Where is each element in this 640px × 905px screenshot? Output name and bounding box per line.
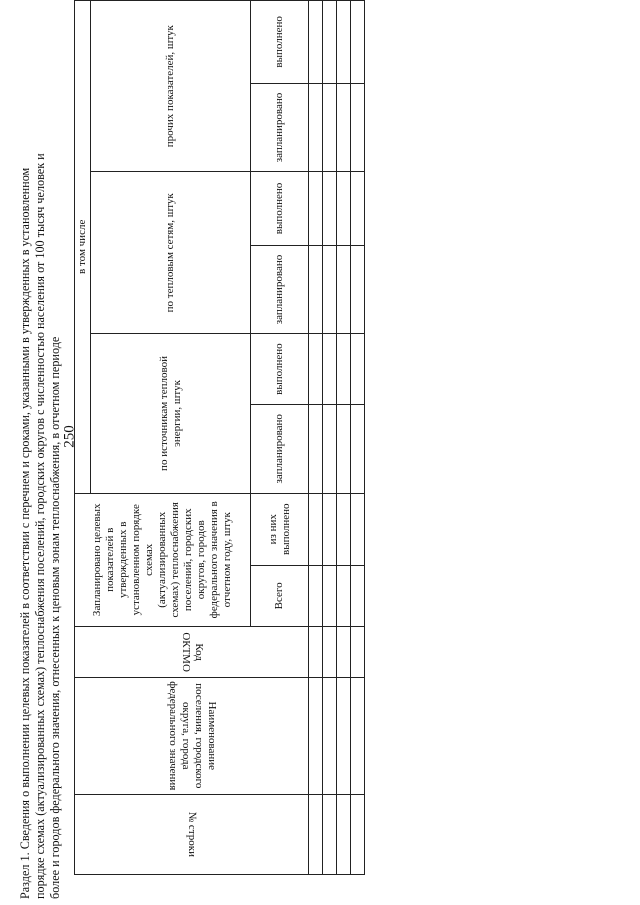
table-row [309, 1, 323, 875]
header-sources: по источникам тепловой энергии, штук [91, 334, 251, 493]
caption-line-1: Раздел 1. Сведения о выполнении целевых показателей в соответствии с перечнем и сроками, указанными в утвержденных в установленном [18, 167, 32, 899]
header-oktmo: Код ОКТМО [75, 626, 309, 677]
header-networks-planned: запланировано [251, 245, 309, 334]
table-row [323, 1, 337, 875]
header-other-done: выполнено [251, 1, 309, 84]
caption-line-2: порядке схемах (актуализированных схемах) теплоснабжения поселений, городских округов с численностью населения от 100 тысяч человек и [33, 153, 47, 899]
header-line-no: № строки [75, 795, 309, 875]
header-total: Всего [251, 565, 309, 626]
header-including: в том числе [75, 1, 91, 494]
table-row [351, 1, 365, 875]
header-other-planned: запланировано [251, 83, 309, 172]
indicators-table [74, 0, 365, 875]
caption-line-3: более и городов федерального значения, отнесенных к ценовым зонам теплоснабжения, в отчетном периоде [48, 336, 62, 899]
header-other: прочих показателей, штук [91, 1, 251, 172]
header-planned-group: Запланировано целевых показателей в утвержденных в установленном порядке схемах (актуализированных схемах) теплоснабжения поселений, городских округов, городов федерального значения в отчетном году, штук [75, 493, 251, 626]
header-networks-done: выполнено [251, 172, 309, 245]
header-done-of: из них выполнено [251, 493, 309, 565]
table-row [337, 1, 351, 875]
header-name: Наименование поселения, городского округа, города федерального значения [75, 677, 309, 794]
header-networks: по тепловым сетям, штук [91, 172, 251, 334]
header-sources-planned: запланировано [251, 404, 309, 493]
page-number: 250 [61, 425, 78, 448]
header-sources-done: выполнено [251, 334, 309, 405]
section-caption [18, 17, 63, 899]
